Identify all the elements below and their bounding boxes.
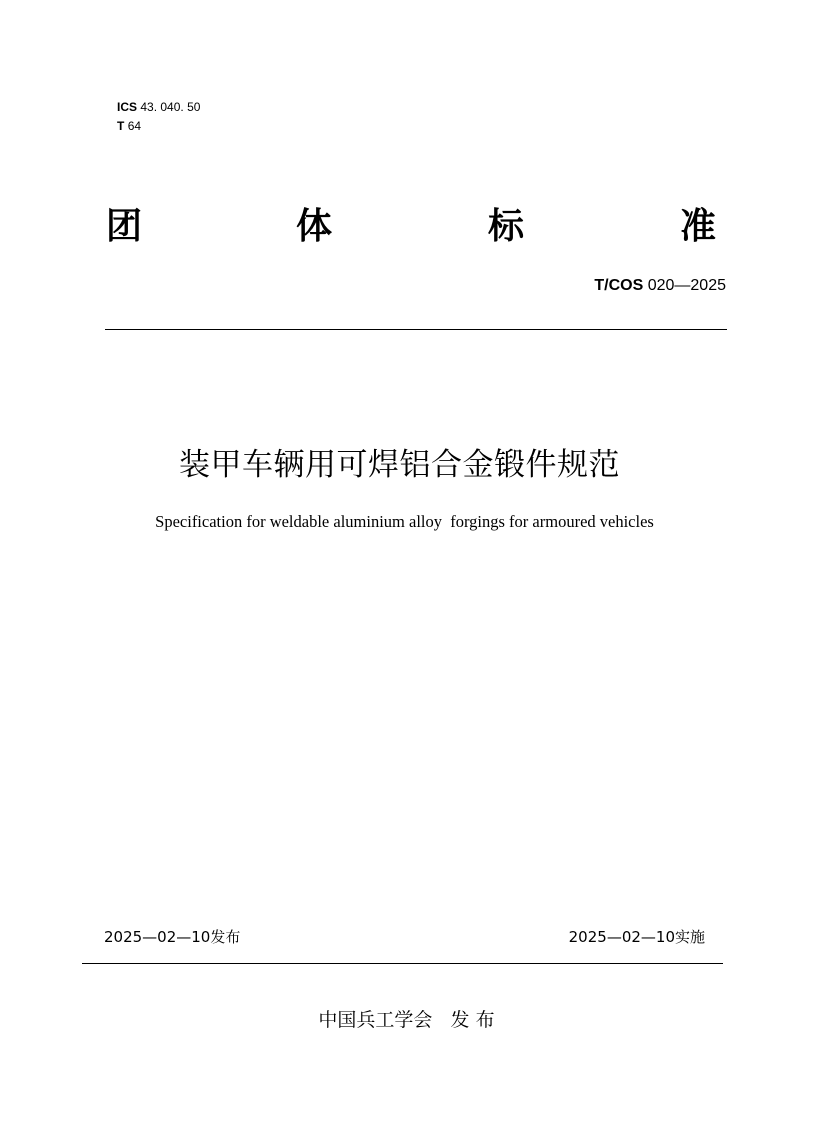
standard-number	[594, 276, 726, 296]
ics-label: ICS	[117, 100, 138, 114]
publisher-action: 发 布	[450, 1009, 495, 1031]
ics-classification	[117, 100, 200, 114]
publisher	[0, 1007, 815, 1033]
header-divider	[105, 329, 727, 330]
standard-number-prefix: T/COS	[594, 277, 644, 294]
issue-date: 2025—02—10发布	[104, 928, 241, 946]
implementation-date: 2025—02—10实施	[568, 928, 705, 946]
document-title-english: Specification for weldable aluminium alloy forgings for armoured vehicles	[155, 512, 654, 531]
standard-type-char-4: 准	[680, 206, 717, 247]
standard-type-char-2: 体	[296, 206, 333, 247]
ics-value: 43. 040. 50	[140, 100, 201, 114]
standard-type-char-1: 团	[106, 206, 143, 247]
ccs-label: T	[117, 119, 125, 133]
standard-type-char-3: 标	[488, 206, 525, 247]
standard-number-value: 020—2025	[647, 277, 726, 294]
document-title-chinese: 装甲车辆用可焊铝合金锻件规范	[179, 447, 620, 483]
footer-divider	[82, 963, 723, 964]
publisher-name: 中国兵工学会	[318, 1009, 433, 1031]
ccs-classification	[117, 119, 141, 133]
ccs-value: 64	[127, 119, 142, 133]
